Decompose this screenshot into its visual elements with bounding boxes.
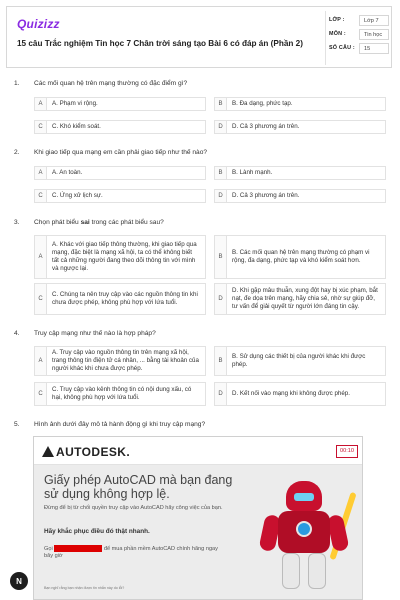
option-letter: B — [215, 98, 227, 110]
option-text: A. Phạm vi rộng. — [52, 99, 98, 107]
ad-header — [34, 437, 363, 465]
option-b[interactable] — [214, 166, 386, 180]
robot-leg-right — [308, 553, 326, 589]
option-letter: C — [35, 284, 47, 314]
option-text: D. Cả 3 phương án trên. — [232, 122, 300, 130]
option-letter: C — [35, 190, 47, 202]
robot-core — [296, 521, 312, 537]
meta-row-subject — [329, 27, 391, 41]
option-b[interactable] — [214, 235, 386, 279]
meta-row-grade — [329, 13, 391, 27]
ad-headline: Giấy phép AutoCAD mà bạn đang sử dụng không hợp lệ. — [44, 473, 233, 501]
option-text: A. Truy cập vào nguồn thông tin trên mạng xã hội, trang thông tin điện tử cá nhân, ... bằng tài khoản của người khác khi chưa được phép. — [52, 348, 199, 373]
robot-leg-left — [282, 553, 300, 589]
meta-divider — [325, 11, 326, 65]
option-letter: D — [215, 284, 227, 314]
option-letter: A — [35, 98, 47, 110]
ad-timer: 00:10 — [336, 445, 358, 458]
option-letter: D — [215, 121, 227, 133]
question-number: 1. — [14, 80, 20, 87]
question-text: Các mối quan hệ trên mạng thường có đặc điểm gì? — [34, 80, 188, 87]
question-text: Truy cập mạng như thế nào là hợp pháp? — [34, 330, 156, 337]
ad-call-line — [44, 545, 224, 561]
option-b[interactable] — [214, 346, 386, 376]
option-letter: D — [215, 383, 227, 405]
option-a[interactable] — [34, 235, 206, 279]
ad-footer: Bạn nghĩ rằng bạn nhận được tin nhắn này do lỗi? — [44, 586, 125, 590]
ad-logo-text: AUTODESK. — [56, 445, 131, 459]
option-a[interactable] — [34, 166, 206, 180]
question-number: 2. — [14, 149, 20, 156]
option-letter: B — [215, 347, 227, 375]
redacted-phone — [54, 545, 102, 552]
question-text: Khi giao tiếp qua mạng em cần phải giao tiếp như thế nào? — [34, 149, 208, 156]
meta-panel — [329, 13, 391, 55]
ad-subtext: Đừng để bị từ chối quyền truy cập vào AutoCAD hãy công việc của bạn. — [44, 505, 223, 511]
question-text-emphasis: sai — [80, 219, 90, 226]
option-text: D. Kết nối vào mạng khi không được phép. — [232, 389, 350, 397]
option-a[interactable] — [34, 97, 206, 111]
document-title: 15 câu Trắc nghiệm Tin học 7 Chân trời sáng tạo Bài 6 có đáp án (Phần 2) — [17, 39, 303, 48]
option-c[interactable] — [34, 189, 206, 203]
option-c[interactable] — [34, 382, 206, 406]
robot-figure-illustration — [248, 471, 358, 599]
option-letter: C — [35, 121, 47, 133]
option-text: D. Khi gặp mâu thuẫn, xung đột hay bị xúc phạm, bắt nạt, đe dọa trên mạng, hãy chia sẻ, nhờ sự giúp đỡ, tư vấn để giải quyết từ người lớn đáng tin cậy. — [232, 286, 378, 311]
option-text: D. Cả 3 phương án trên. — [232, 191, 300, 199]
option-letter: A — [35, 167, 47, 179]
floating-action-button[interactable]: N — [10, 572, 28, 590]
option-letter: B — [215, 167, 227, 179]
question-text — [34, 219, 164, 226]
option-letter: D — [215, 190, 227, 202]
meta-label: SỐ CÂU : — [329, 45, 355, 51]
option-d[interactable] — [214, 283, 386, 315]
option-text: C. Ứng xử lịch sự. — [52, 191, 103, 199]
ad-call-prefix: Gọi — [44, 545, 53, 552]
option-text: B. Đa dạng, phức tạp. — [232, 99, 293, 107]
meta-row-count — [329, 41, 391, 55]
option-text: A. An toàn. — [52, 168, 83, 176]
document-header — [6, 6, 392, 68]
brand-logo[interactable]: Quizizz — [17, 17, 60, 31]
option-letter: C — [35, 383, 47, 405]
question-text: Hình ảnh dưới đây mô tả hành động gì khi truy cập mạng? — [34, 421, 206, 428]
ad-body — [34, 465, 363, 600]
question-number: 3. — [14, 219, 20, 226]
option-text: C. Truy cập vào kênh thông tin có nội dung xấu, có hại, không phù hợp với lứa tuổi. — [52, 385, 192, 401]
autodesk-logo-icon — [42, 446, 54, 457]
option-letter: B — [215, 236, 227, 278]
meta-label: LỚP : — [329, 17, 345, 23]
meta-value-grade: Lớp 7 — [359, 15, 389, 26]
option-text: B. Sử dụng các thiết bị của người khác khi được phép. — [232, 352, 366, 368]
question-number: 4. — [14, 330, 20, 337]
option-d[interactable] — [214, 189, 386, 203]
robot-visor — [294, 493, 314, 501]
option-c[interactable] — [34, 283, 206, 315]
ad-call-suffix: để mua phần mềm AutoCAD chính hãng ngay bây giờ — [44, 545, 218, 560]
meta-value-subject: Tin học — [359, 29, 389, 40]
question-image — [33, 436, 363, 600]
option-d[interactable] — [214, 120, 386, 134]
option-letter: A — [35, 347, 47, 375]
question-number: 5. — [14, 421, 20, 428]
meta-label: MÔN : — [329, 31, 346, 37]
option-text: B. Các mối quan hệ trên mạng thường có phạm vi rộng, đa dạng, phức tạp và khó kiểm soát hơn. — [232, 248, 370, 264]
option-d[interactable] — [214, 382, 386, 406]
meta-value-count: 15 — [359, 43, 389, 54]
option-letter: A — [35, 236, 47, 278]
question-text-start: Chọn phát biểu — [34, 219, 81, 226]
option-text: A. Khác với giao tiếp thông thường, khi giao tiếp qua mạng, đặc biệt là mạng xã hội, ta có thể không biết tất cả những người đang theo dõi thông tin với mình và ngược lại. — [52, 240, 197, 273]
option-c[interactable] — [34, 120, 206, 134]
option-text: C. Chúng ta nên truy cập vào các nguồn thông tin khi chưa được phép, không phù hợp với lứa tuổi. — [52, 290, 198, 306]
option-text: C. Khó kiểm soát. — [52, 122, 101, 130]
option-b[interactable] — [214, 97, 386, 111]
ad-action-text: Hãy khắc phục điều đó thật nhanh. — [44, 528, 150, 535]
option-a[interactable] — [34, 346, 206, 376]
question-text-end: trong các phát biểu sau? — [89, 219, 164, 226]
option-text: B. Lành mạnh. — [232, 168, 273, 176]
